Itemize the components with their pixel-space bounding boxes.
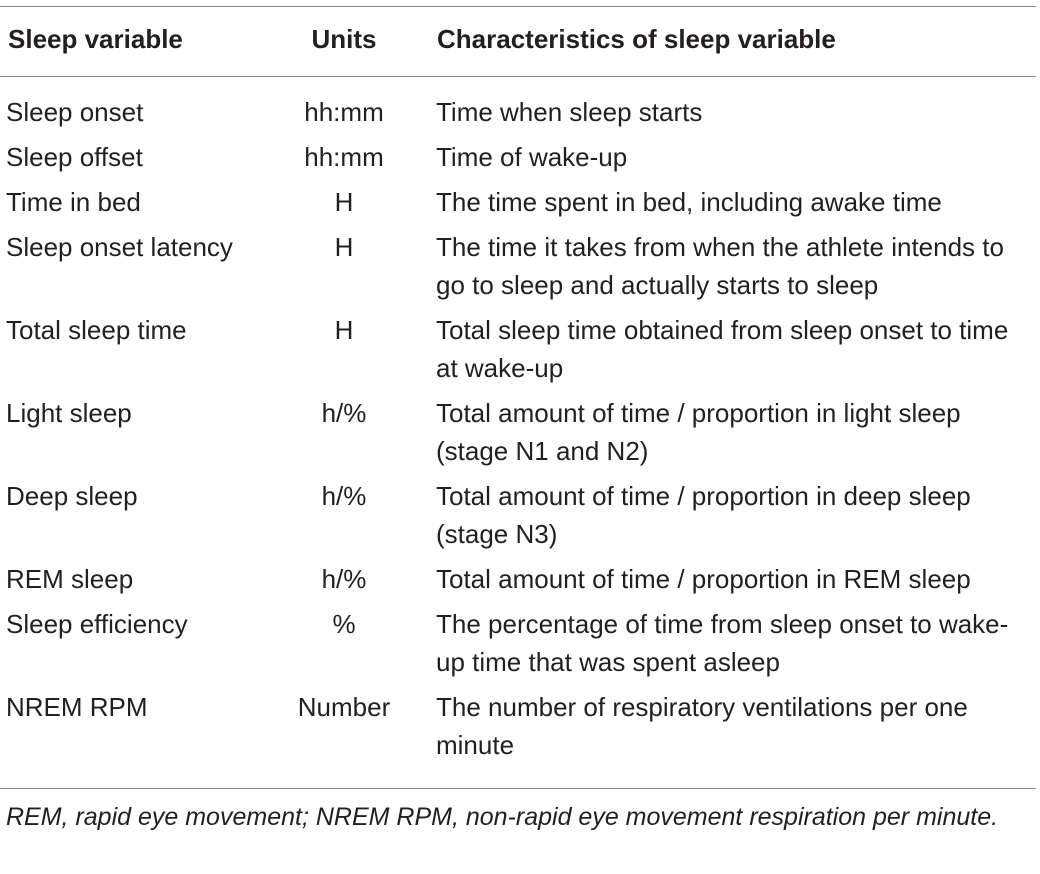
cell-variable: Sleep onset <box>6 97 144 127</box>
table-row <box>0 394 1040 470</box>
table-row <box>0 228 1040 304</box>
table-row <box>0 311 1040 387</box>
cell-variable: Total sleep time <box>6 315 187 345</box>
table-header-rule <box>0 76 1036 77</box>
cell-units: H <box>334 232 354 262</box>
cell-characteristics: Total amount of time / proportion in deep sleep (stage N3) <box>436 481 971 549</box>
cell-characteristics: The number of respiratory ventilations per one minute <box>436 692 968 760</box>
table-body <box>0 93 1040 771</box>
cell-units: Number <box>297 692 391 722</box>
cell-variable: REM sleep <box>6 564 134 594</box>
cell-variable: Time in bed <box>6 187 141 217</box>
table-row <box>0 138 1040 176</box>
cell-variable: Light sleep <box>6 398 132 428</box>
table-header-row <box>0 24 1040 60</box>
cell-units: hh:mm <box>304 97 384 127</box>
cell-characteristics: Total amount of time / proportion in light sleep (stage N1 and N2) <box>436 398 961 466</box>
cell-variable: Deep sleep <box>6 481 138 511</box>
cell-variable: NREM RPM <box>6 692 148 722</box>
header-characteristics: Characteristics of sleep variable <box>437 24 836 54</box>
cell-units: h/% <box>321 398 367 428</box>
cell-characteristics: Time of wake-up <box>436 142 628 172</box>
table-bottom-rule <box>0 788 1036 789</box>
cell-units: h/% <box>321 481 367 511</box>
cell-units: h/% <box>321 564 367 594</box>
cell-characteristics: The time spent in bed, including awake time <box>436 187 942 217</box>
header-sleep-variable: Sleep variable <box>8 24 183 54</box>
cell-characteristics: The time it takes from when the athlete intends to go to sleep and actually starts to sleep <box>436 232 1004 300</box>
table-row <box>0 688 1040 764</box>
cell-units: H <box>334 187 354 217</box>
cell-variable: Sleep onset latency <box>6 232 233 262</box>
cell-variable: Sleep offset <box>6 142 143 172</box>
cell-characteristics: The percentage of time from sleep onset to wake-up time that was spent asleep <box>436 609 1009 677</box>
table-footnote: REM, rapid eye movement; NREM RPM, non-rapid eye movement respiration per minute. <box>6 803 999 831</box>
cell-characteristics: Total amount of time / proportion in REM sleep <box>436 564 971 594</box>
table-row <box>0 477 1040 553</box>
table-row <box>0 560 1040 598</box>
cell-characteristics: Time when sleep starts <box>436 97 703 127</box>
table-row <box>0 93 1040 131</box>
cell-units: % <box>332 609 356 639</box>
table-row <box>0 183 1040 221</box>
table-top-rule <box>0 6 1036 7</box>
cell-variable: Sleep efficiency <box>6 609 188 639</box>
table-row <box>0 605 1040 681</box>
cell-units: H <box>334 315 354 345</box>
cell-characteristics: Total sleep time obtained from sleep onset to time at wake-up <box>436 315 1009 383</box>
header-units: Units <box>311 24 377 54</box>
cell-units: hh:mm <box>304 142 384 172</box>
